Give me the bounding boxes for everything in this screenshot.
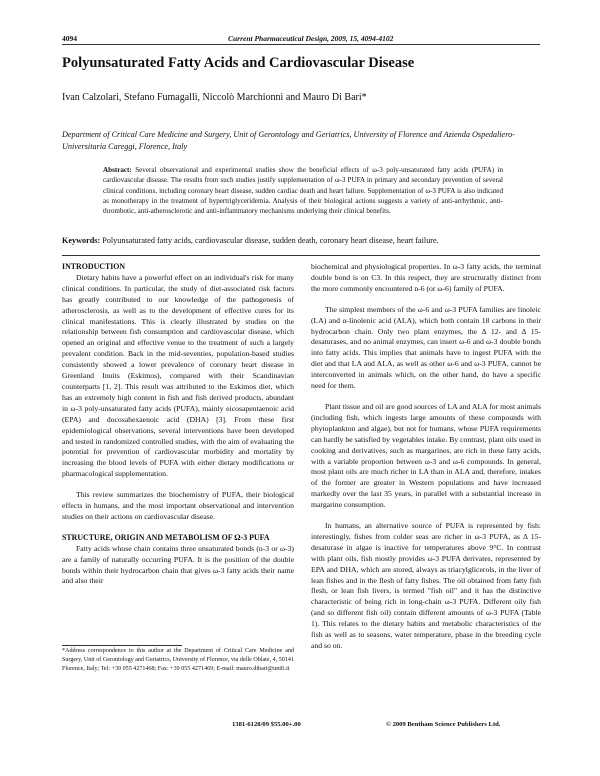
author-list: Ivan Calzolari, Stefano Fumagalli, Niccolò Marchionni and Mauro Di Bari* [62, 92, 367, 103]
affiliation: Department of Critical Care Medicine and Surgery, Unit of Gerontology and Geriatrics, University of Florence and Azienda Ospedaliero-Universitaria Careggi, Florence, Italy [62, 130, 515, 151]
structure-paragraph-1: Fatty acids whose chain contains three unsaturated bonds (n-3 or ω-3) are a family of naturally occurring PUFA. It is the position of the double bonds within their hydrocarbon chain that gives ω-3 fatty acids their name and also their [62, 543, 294, 586]
keywords-rule [62, 255, 540, 256]
abstract-text: Several observational and experimental studies show the beneficial effects of ω-3 poly-unsaturated fatty acids (PUFA) in cardiovascular disease. The results from such studies justify supplementation of ω-3 PUFA in primary and secondary prevention of several clinical conditions, including coronary heart disease, sudden cardiac death and heart failure. Supplementation of ω-3 PUFA is also indicated as monotherapy in the treatment of hypertriglyceridemia. Analysis of their biological actions suggests a variety of anti-arrhythmic, anti-thrombotic, anti-atherosclerotic and anti-inflammatory mechanisms underlying their clinical benefits. [103, 166, 504, 216]
keywords-label: Keywords: [62, 236, 101, 245]
copyright: © 2009 Bentham Science Publishers Ltd. [386, 721, 501, 728]
right-column [311, 262, 541, 652]
issn-price: 1381-6128/09 $55.00+.00 [232, 721, 301, 728]
header-rule [62, 44, 540, 45]
page-number: 4094 [62, 34, 77, 43]
correspondence-footnote: *Address correspondence to this author at the Department of Critical Care Medicine and Surgery, Unit of Gerontology and Geriatrics, University of Florence, via delle Oblate, 4, 50141 Florence, Italy; Tel: +39 055 4271468; Fax: +39 055 4271469; E-mail: mauro.dibari@unifi.it [62, 648, 294, 672]
journal-citation: Current Pharmaceutical Design, 2009, 15, 4094-4102 [228, 34, 394, 43]
abstract [103, 165, 503, 216]
keywords-text: Polyunsaturated fatty acids, cardiovascular disease, sudden death, coronary heart disease, heart failure. [102, 236, 439, 245]
right-paragraph-4: In humans, an alternative source of PUFA is represented by fish: interestingly, fishes from colder seas are richer in ω-3 PUFA, as Δ 15-desaturase in algae is inactive for temperatures above 9°C. In contrast with plant oils, fish mostly provides ω-3 PUFA derivates, represented by EPA and DHA, which are stored, always as triacylglicerols, in the liver of lean fishes and in the flesh of fatty fishes. The oil obtained from fatty fish flesh, or lean fish livers, is termed "fish oil" and it has the distinctive characteristic of being rich in long-chain ω-3 PUFA. Different oily fish (and so different fish oil) contain different amounts of ω-3 PUFA (Table 1). This relates to the dietary habits and metabolic characteristics of the fish as well as to seasons, water temperature, phase in the breeding cycle and so on. [311, 521, 541, 650]
structure-heading: STRUCTURE, ORIGIN AND METABOLISM OF Ω-3 PUFA [62, 532, 270, 542]
abstract-label: Abstract: [103, 166, 132, 174]
article-title: Polyunsaturated Fatty Acids and Cardiovascular Disease [62, 55, 415, 71]
intro-paragraph-2: This review summarizes the biochemistry of PUFA, their biological effects in humans, and the most important observational and intervention studies on their actions on cardiovascular disease. [62, 490, 294, 521]
introduction-heading: INTRODUCTION [62, 262, 126, 271]
right-paragraph-1: biochemical and physiological properties. In ω-3 fatty acids, the terminal double bond is on C3. In this respect, they are structurally distinct from the more commonly encountered n-6 (or ω-6) family of PUFA. [311, 262, 541, 293]
right-paragraph-3: Plant tissue and oil are good sources of LA and ALA for most animals (including fish, which ingests large amounts of these compounds with phytoplankton and algae), but not for humans, whose PUFA requirements can hardly be satisfied by vegetables intake. By contrast, plant oils used in cooking and derivatives, such as margarines, are rich in these fatty acids, with a variable proportion between ω-3 and ω-6 compounds. In general, most plant oils are much richer in LA than in ALA and, therefore, intakes of the former are greater in Western populations and have increased markedly over the last 35 years, in parallel with a substantial increase in margarine consumption. [311, 401, 541, 510]
left-column [62, 262, 294, 587]
footnote-rule [62, 645, 182, 646]
keywords [62, 236, 542, 245]
right-paragraph-2: The simplest members of the ω-6 and ω-3 PUFA families are linoleic (LA) and α-linolenic acid (ALA), which both contain 18 carbons in their hydrocarbon chain. Only two plant enzymes, the Δ 12- and Δ 15-desaturases, and no animal enzymes, can insert ω-6 and ω-3 double bonds into fatty acids. This implies that animals have to ingest PUFA with the diet and that LA and ALA, as well as other ω-6 and ω-3 PUFA, cannot be interconverted in animals which, on the other hand, do have a specific need for them. [311, 304, 541, 391]
intro-paragraph-1: Dietary habits have a powerful effect on an individual's risk for many clinical conditions. In particular, the study of diet-associated risk factors has greatly contributed to our knowledge of the pathogenesis of atherosclerosis, as well as to the development of effective cures for its clinical manifestations. This is clearly illustrated by studies on the relationship between fish consumption and cardiovascular disease, which opened an original and effective venue to the treatment of such a largely prevalent condition. Back in the mid-seventies, population-based studies consistently showed a lower prevalence of coronary heart disease in Greenland Inuits (Eskimos), compared with their Scandinavian counterparts [1, 2]. This result was attributed to the Eskimos diet, which has an extremely high content in fish and fish derived products, abundant in ω-3 poly-unsaturated fatty acids (PUFA), mainly eicosapentaenoic acid (EPA) and docosahexaenoic acid (DHA) [3]. From these first epidemiological observations, several interventions have been developed and tested in randomized controlled studies, with the aim of evaluating the potential for prevention of cardiovascular morbidity and mortality by increasing the blood levels of PUFA with either dietary modifications or pharmacological supplementation. [62, 272, 294, 479]
